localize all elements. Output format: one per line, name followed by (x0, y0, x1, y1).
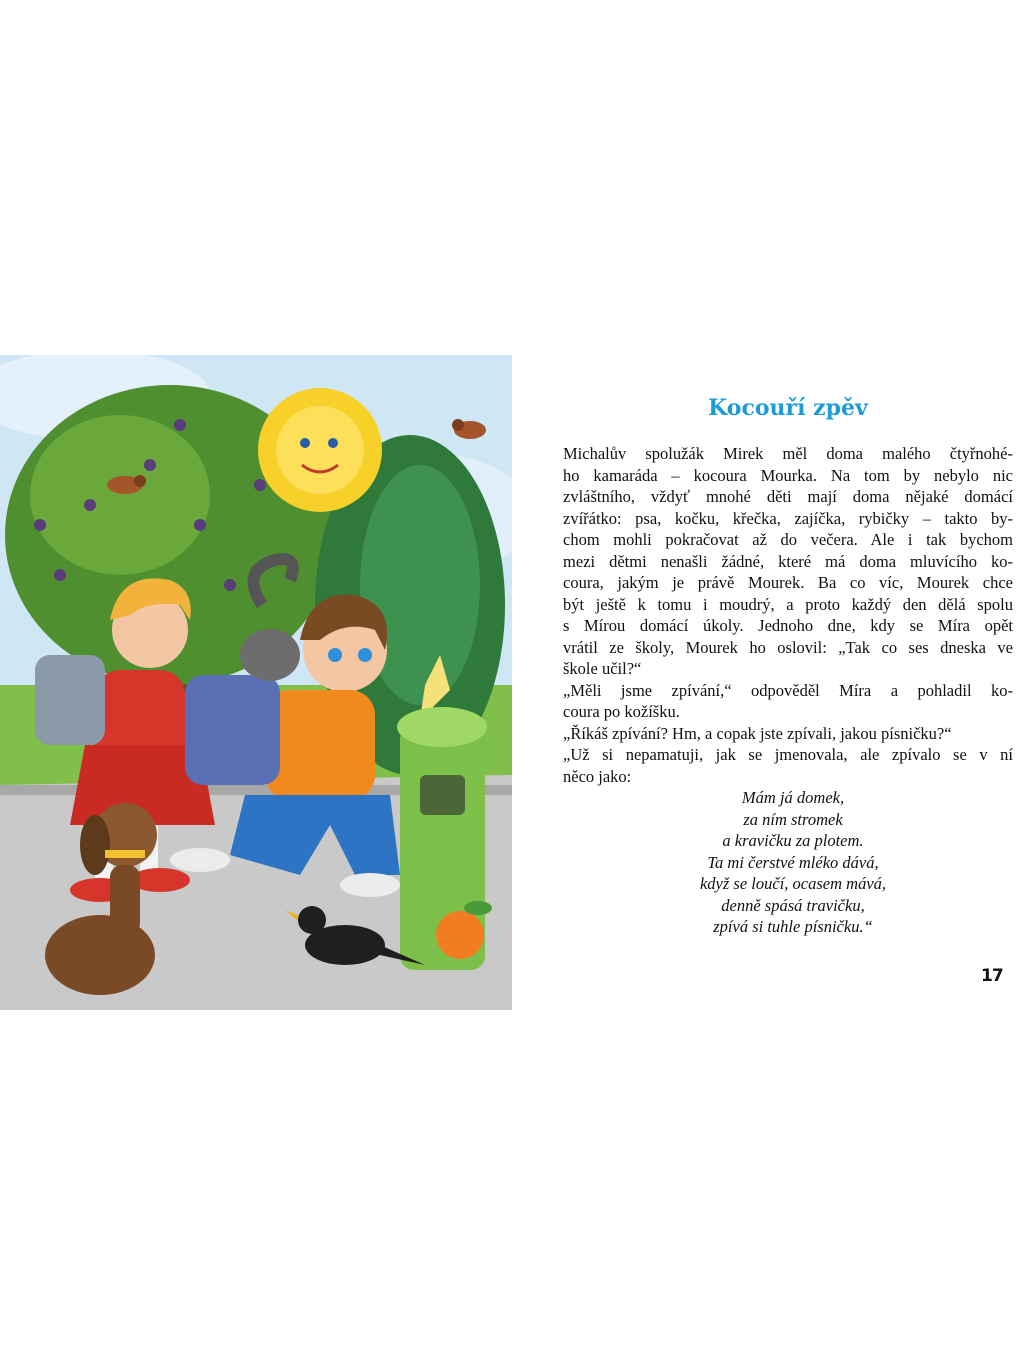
text-line: zvláštního, vždyť mnohé děti mají doma nějaké domácí (563, 487, 1013, 506)
verse-line: když se loučí, ocasem mává, (699, 874, 887, 893)
text-line: chom mohli pokračovat až do večera. Ale i tak bychom (563, 530, 1013, 549)
story-paragraph (563, 443, 1013, 680)
story-title: Kocouří zpěv (708, 395, 868, 421)
children-walking-illustration (0, 355, 512, 1010)
song-verse (563, 787, 1013, 938)
boy-backpack (185, 675, 280, 785)
text-line: zvířátko: psa, kočku, křečka, zajíčka, rybičky – takto by- (563, 508, 1013, 528)
verse-line: zpívá si tuhle písničku.“ (713, 917, 873, 936)
verse-line: denně spásá travičku, (721, 895, 865, 915)
text-line: být ještě k tomu i moudrý, a proto každý den dělá spolu (563, 594, 1013, 614)
sun (258, 388, 382, 512)
page-number: 17 (981, 966, 1003, 986)
text-line: Michalův spolužák Mirek měl doma malého čtyřnohé- (563, 444, 1013, 463)
text-line: mezi dětmi nenašli žádné, které má doma mluvícího ko- (563, 551, 1013, 571)
dialogue-paragraph (563, 680, 1013, 723)
verse-line: a kravičku za plotem. (722, 831, 864, 850)
girl-backpack (35, 655, 105, 745)
verse-line: Mám já domek, (741, 788, 845, 807)
verse-line: Ta mi čerstvé mléko dává, (707, 852, 879, 872)
text-line: coura, jakým je právě Mourek. Ba co víc, Mourek chce (563, 573, 1013, 592)
text-line: „Říkáš zpívání? Hm, a copak jste zpívali, jakou písničku?“ (563, 723, 952, 743)
text-page (563, 395, 1013, 938)
text-line: s Mírou domácí úkoly. Jednoho dne, kdy se Míra opět (563, 616, 1013, 635)
verse-line: za ním stromek (743, 809, 843, 829)
text-line: „Měli jsme zpívání,“ odpověděl Míra a pohladil ko- (563, 680, 1013, 700)
text-line: coura po kožíšku. (563, 702, 680, 721)
tree-crown-light (30, 415, 210, 575)
text-line: škole učil?“ (563, 659, 642, 678)
dialogue-paragraph (563, 723, 1013, 745)
dialogue-paragraph (563, 744, 1013, 787)
text-line: „Už si nepamatuji, jak se jmenovala, ale zpívalo se v ní (563, 745, 1013, 764)
cat (240, 629, 300, 681)
text-line: ho kamaráda – kocoura Mourka. Na tom by nebylo nic (563, 465, 1013, 485)
text-line: něco jako: (563, 766, 632, 786)
text-line: vrátil ze školy, Mourek ho oslovil: „Tak co ses dneska ve (563, 637, 1013, 657)
illustration (0, 355, 512, 1010)
